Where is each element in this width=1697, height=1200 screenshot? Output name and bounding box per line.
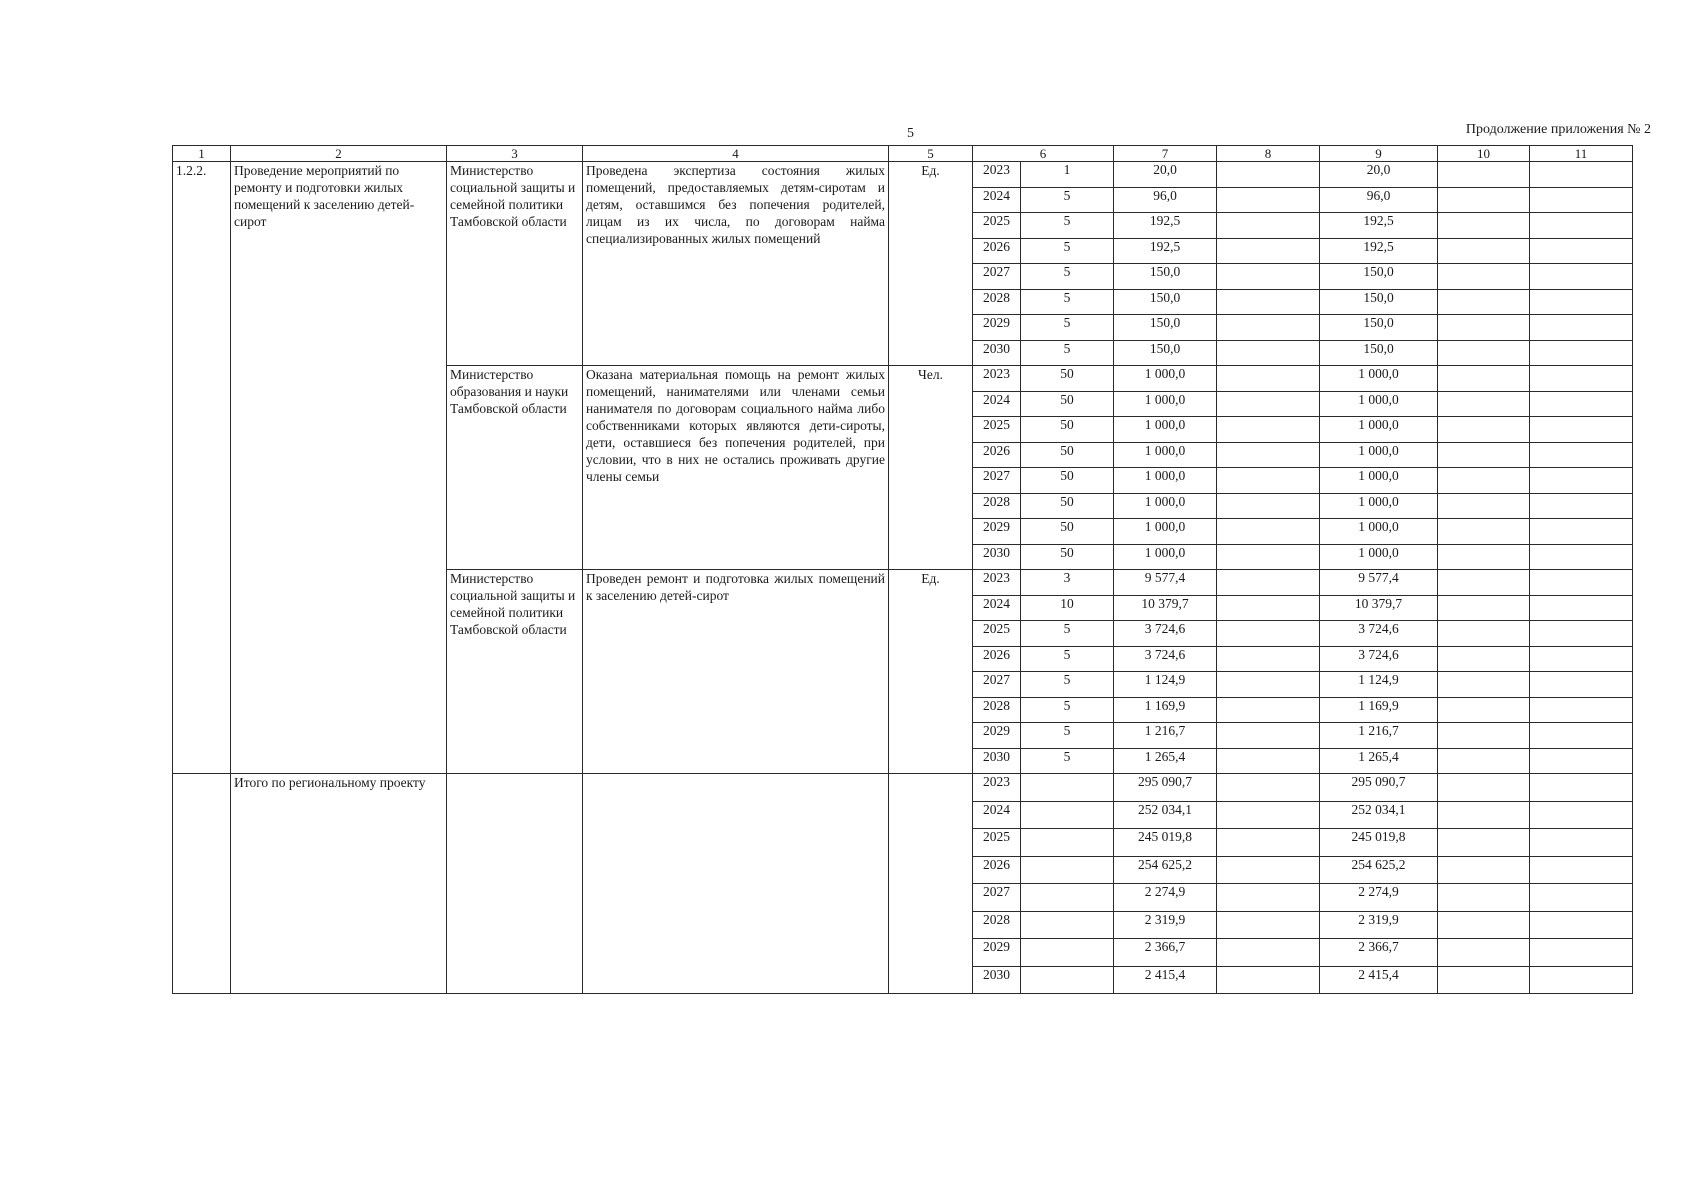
total-cell: 1 216,7	[1114, 723, 1217, 749]
quantity-cell: 1	[1021, 162, 1114, 188]
col8-cell	[1217, 187, 1320, 213]
header-col-6: 6	[973, 146, 1114, 162]
col10-cell	[1438, 442, 1530, 468]
total-cell: 2 366,7	[1114, 939, 1217, 967]
col8-cell	[1217, 519, 1320, 545]
quantity-cell	[1021, 966, 1114, 994]
quantity-cell: 5	[1021, 289, 1114, 315]
total-cell: 150,0	[1114, 289, 1217, 315]
col10-cell	[1438, 829, 1530, 857]
totals-executor-cell	[447, 774, 583, 994]
col8-cell	[1217, 570, 1320, 596]
header-col-3: 3	[447, 146, 583, 162]
quantity-cell: 50	[1021, 519, 1114, 545]
col10-cell	[1438, 417, 1530, 443]
quantity-cell: 50	[1021, 442, 1114, 468]
total-cell: 1 000,0	[1114, 544, 1217, 570]
total-cell: 245 019,8	[1114, 829, 1217, 857]
col10-cell	[1438, 213, 1530, 239]
year-cell: 2026	[973, 238, 1021, 264]
result-cell: Проведена экспертиза состояния жилых помещений, предоставляемых детям-сиротам и детям, оставшимся без попечения родителей, лицам из их числа, по договорам найма специализированных жилых помещений	[583, 162, 889, 366]
col11-cell	[1530, 884, 1633, 912]
col10-cell	[1438, 340, 1530, 366]
col8-cell	[1217, 856, 1320, 884]
col11-cell	[1530, 621, 1633, 647]
total-cell: 2 274,9	[1114, 884, 1217, 912]
col8-cell	[1217, 829, 1320, 857]
totals-result-cell	[583, 774, 889, 994]
quantity-cell	[1021, 774, 1114, 802]
col11-cell	[1530, 340, 1633, 366]
col9-cell: 3 724,6	[1320, 646, 1438, 672]
col10-cell	[1438, 966, 1530, 994]
col8-cell	[1217, 366, 1320, 392]
year-cell: 2027	[973, 468, 1021, 494]
unit-cell: Чел.	[889, 366, 973, 570]
header-col-9: 9	[1320, 146, 1438, 162]
col8-cell	[1217, 884, 1320, 912]
col9-cell: 1 000,0	[1320, 366, 1438, 392]
col11-cell	[1530, 213, 1633, 239]
total-cell: 1 000,0	[1114, 468, 1217, 494]
year-cell: 2024	[973, 801, 1021, 829]
quantity-cell: 5	[1021, 264, 1114, 290]
col8-cell	[1217, 723, 1320, 749]
quantity-cell: 5	[1021, 213, 1114, 239]
col9-cell: 1 000,0	[1320, 468, 1438, 494]
col11-cell	[1530, 801, 1633, 829]
total-cell: 192,5	[1114, 213, 1217, 239]
col9-cell: 20,0	[1320, 162, 1438, 188]
col9-cell: 2 319,9	[1320, 911, 1438, 939]
total-cell: 2 319,9	[1114, 911, 1217, 939]
total-cell: 295 090,7	[1114, 774, 1217, 802]
total-cell: 1 169,9	[1114, 697, 1217, 723]
col9-cell: 1 169,9	[1320, 697, 1438, 723]
header-col-10: 10	[1438, 146, 1530, 162]
col8-cell	[1217, 939, 1320, 967]
col11-cell	[1530, 748, 1633, 774]
year-cell: 2025	[973, 417, 1021, 443]
year-cell: 2027	[973, 264, 1021, 290]
col9-cell: 9 577,4	[1320, 570, 1438, 596]
col11-cell	[1530, 697, 1633, 723]
quantity-cell	[1021, 911, 1114, 939]
year-cell: 2023	[973, 162, 1021, 188]
header-col-7: 7	[1114, 146, 1217, 162]
year-cell: 2028	[973, 289, 1021, 315]
executor-cell: Министерство образования и науки Тамбовской области	[447, 366, 583, 570]
col9-cell: 96,0	[1320, 187, 1438, 213]
col11-cell	[1530, 391, 1633, 417]
year-cell: 2025	[973, 213, 1021, 239]
year-cell: 2028	[973, 493, 1021, 519]
year-cell: 2029	[973, 723, 1021, 749]
page-number: 5	[907, 126, 914, 141]
header-col-1: 1	[173, 146, 231, 162]
total-cell: 1 000,0	[1114, 493, 1217, 519]
col10-cell	[1438, 162, 1530, 188]
quantity-cell: 5	[1021, 187, 1114, 213]
col8-cell	[1217, 315, 1320, 341]
total-cell: 192,5	[1114, 238, 1217, 264]
header-row	[173, 146, 1633, 162]
year-cell: 2030	[973, 544, 1021, 570]
totals-label: Итого по региональному проекту	[231, 774, 447, 994]
quantity-cell: 50	[1021, 493, 1114, 519]
total-cell: 150,0	[1114, 264, 1217, 290]
col10-cell	[1438, 856, 1530, 884]
total-cell: 2 415,4	[1114, 966, 1217, 994]
total-cell: 9 577,4	[1114, 570, 1217, 596]
quantity-cell: 10	[1021, 595, 1114, 621]
totals-unit-cell	[889, 774, 973, 994]
col11-cell	[1530, 829, 1633, 857]
header-col-11: 11	[1530, 146, 1633, 162]
col8-cell	[1217, 289, 1320, 315]
total-cell: 150,0	[1114, 315, 1217, 341]
col11-cell	[1530, 595, 1633, 621]
executor-cell: Министерство социальной защиты и семейной политики Тамбовской области	[447, 162, 583, 366]
col10-cell	[1438, 519, 1530, 545]
total-cell: 1 000,0	[1114, 366, 1217, 392]
item-name: Проведение мероприятий по ремонту и подготовки жилых помещений к заселению детей-сирот	[231, 162, 447, 774]
total-cell: 1 000,0	[1114, 417, 1217, 443]
col8-cell	[1217, 774, 1320, 802]
col8-cell	[1217, 340, 1320, 366]
total-cell: 1 000,0	[1114, 391, 1217, 417]
total-cell: 1 124,9	[1114, 672, 1217, 698]
year-cell: 2026	[973, 442, 1021, 468]
col8-cell	[1217, 672, 1320, 698]
col8-cell	[1217, 748, 1320, 774]
col11-cell	[1530, 774, 1633, 802]
col11-cell	[1530, 966, 1633, 994]
year-cell: 2023	[973, 774, 1021, 802]
col8-cell	[1217, 595, 1320, 621]
col10-cell	[1438, 468, 1530, 494]
total-cell: 10 379,7	[1114, 595, 1217, 621]
col10-cell	[1438, 621, 1530, 647]
total-cell: 254 625,2	[1114, 856, 1217, 884]
header-col-2: 2	[231, 146, 447, 162]
col8-cell	[1217, 493, 1320, 519]
header-col-4: 4	[583, 146, 889, 162]
col9-cell: 1 216,7	[1320, 723, 1438, 749]
header-col-8: 8	[1217, 146, 1320, 162]
year-cell: 2026	[973, 856, 1021, 884]
col9-cell: 1 000,0	[1320, 442, 1438, 468]
year-cell: 2029	[973, 939, 1021, 967]
col10-cell	[1438, 672, 1530, 698]
col10-cell	[1438, 544, 1530, 570]
quantity-cell: 50	[1021, 468, 1114, 494]
col11-cell	[1530, 856, 1633, 884]
col11-cell	[1530, 544, 1633, 570]
total-cell: 3 724,6	[1114, 621, 1217, 647]
item-number: 1.2.2.	[173, 162, 231, 774]
col9-cell: 2 415,4	[1320, 966, 1438, 994]
col11-cell	[1530, 939, 1633, 967]
year-cell: 2030	[973, 340, 1021, 366]
quantity-cell: 5	[1021, 723, 1114, 749]
col9-cell: 2 366,7	[1320, 939, 1438, 967]
quantity-cell: 50	[1021, 391, 1114, 417]
quantity-cell: 5	[1021, 238, 1114, 264]
table-body	[173, 162, 1633, 994]
col8-cell	[1217, 801, 1320, 829]
col10-cell	[1438, 315, 1530, 341]
col10-cell	[1438, 238, 1530, 264]
col10-cell	[1438, 939, 1530, 967]
col10-cell	[1438, 911, 1530, 939]
col11-cell	[1530, 187, 1633, 213]
col10-cell	[1438, 570, 1530, 596]
col9-cell: 1 000,0	[1320, 544, 1438, 570]
col9-cell: 1 000,0	[1320, 493, 1438, 519]
col10-cell	[1438, 264, 1530, 290]
col8-cell	[1217, 646, 1320, 672]
quantity-cell: 50	[1021, 417, 1114, 443]
year-cell: 2026	[973, 646, 1021, 672]
col9-cell: 252 034,1	[1320, 801, 1438, 829]
col10-cell	[1438, 595, 1530, 621]
col11-cell	[1530, 289, 1633, 315]
col10-cell	[1438, 391, 1530, 417]
quantity-cell: 5	[1021, 697, 1114, 723]
total-cell: 96,0	[1114, 187, 1217, 213]
col9-cell: 192,5	[1320, 213, 1438, 239]
col9-cell: 1 000,0	[1320, 391, 1438, 417]
quantity-cell: 5	[1021, 315, 1114, 341]
col11-cell	[1530, 723, 1633, 749]
col10-cell	[1438, 289, 1530, 315]
table-row	[173, 162, 1633, 188]
quantity-cell	[1021, 939, 1114, 967]
year-cell: 2029	[973, 519, 1021, 545]
quantity-cell: 5	[1021, 621, 1114, 647]
col9-cell: 1 265,4	[1320, 748, 1438, 774]
col10-cell	[1438, 646, 1530, 672]
col11-cell	[1530, 493, 1633, 519]
col8-cell	[1217, 417, 1320, 443]
col9-cell: 150,0	[1320, 289, 1438, 315]
col8-cell	[1217, 442, 1320, 468]
col9-cell: 150,0	[1320, 340, 1438, 366]
col9-cell: 1 000,0	[1320, 519, 1438, 545]
col8-cell	[1217, 468, 1320, 494]
col9-cell: 150,0	[1320, 315, 1438, 341]
col10-cell	[1438, 366, 1530, 392]
col8-cell	[1217, 264, 1320, 290]
total-cell: 252 034,1	[1114, 801, 1217, 829]
col9-cell: 1 124,9	[1320, 672, 1438, 698]
program-table	[172, 145, 1633, 994]
quantity-cell: 5	[1021, 672, 1114, 698]
col10-cell	[1438, 493, 1530, 519]
total-row	[173, 774, 1633, 802]
year-cell: 2028	[973, 911, 1021, 939]
quantity-cell: 3	[1021, 570, 1114, 596]
executor-cell: Министерство социальной защиты и семейной политики Тамбовской области	[447, 570, 583, 774]
quantity-cell: 5	[1021, 748, 1114, 774]
col8-cell	[1217, 621, 1320, 647]
col9-cell: 150,0	[1320, 264, 1438, 290]
header-col-5: 5	[889, 146, 973, 162]
col8-cell	[1217, 162, 1320, 188]
col8-cell	[1217, 391, 1320, 417]
col9-cell: 3 724,6	[1320, 621, 1438, 647]
col10-cell	[1438, 697, 1530, 723]
col11-cell	[1530, 468, 1633, 494]
quantity-cell	[1021, 856, 1114, 884]
year-cell: 2027	[973, 884, 1021, 912]
col11-cell	[1530, 646, 1633, 672]
quantity-cell: 5	[1021, 646, 1114, 672]
col9-cell: 295 090,7	[1320, 774, 1438, 802]
year-cell: 2028	[973, 697, 1021, 723]
unit-cell: Ед.	[889, 570, 973, 774]
total-cell: 1 000,0	[1114, 442, 1217, 468]
totals-number-cell	[173, 774, 231, 994]
year-cell: 2030	[973, 748, 1021, 774]
col9-cell: 254 625,2	[1320, 856, 1438, 884]
quantity-cell: 50	[1021, 544, 1114, 570]
col11-cell	[1530, 911, 1633, 939]
year-cell: 2025	[973, 621, 1021, 647]
quantity-cell: 5	[1021, 340, 1114, 366]
result-cell: Оказана материальная помощь на ремонт жилых помещений, нанимателями или членами семьи нанимателя по договорам социального найма либо собственниками которых являются дети-сироты, дети, оставшиеся без попечения родителей, при условии, что в них не остались проживать другие члены семьи	[583, 366, 889, 570]
year-cell: 2030	[973, 966, 1021, 994]
year-cell: 2027	[973, 672, 1021, 698]
total-cell: 20,0	[1114, 162, 1217, 188]
col11-cell	[1530, 417, 1633, 443]
unit-cell: Ед.	[889, 162, 973, 366]
year-cell: 2024	[973, 595, 1021, 621]
result-cell: Проведен ремонт и подготовка жилых помещений к заселению детей-сирот	[583, 570, 889, 774]
col11-cell	[1530, 162, 1633, 188]
col9-cell: 2 274,9	[1320, 884, 1438, 912]
col8-cell	[1217, 911, 1320, 939]
col8-cell	[1217, 697, 1320, 723]
total-cell: 1 265,4	[1114, 748, 1217, 774]
col11-cell	[1530, 519, 1633, 545]
col11-cell	[1530, 672, 1633, 698]
total-cell: 1 000,0	[1114, 519, 1217, 545]
year-cell: 2023	[973, 366, 1021, 392]
col10-cell	[1438, 187, 1530, 213]
col11-cell	[1530, 442, 1633, 468]
quantity-cell	[1021, 801, 1114, 829]
col9-cell: 245 019,8	[1320, 829, 1438, 857]
year-cell: 2029	[973, 315, 1021, 341]
col11-cell	[1530, 264, 1633, 290]
col8-cell	[1217, 966, 1320, 994]
col11-cell	[1530, 238, 1633, 264]
year-cell: 2024	[973, 187, 1021, 213]
col11-cell	[1530, 570, 1633, 596]
col9-cell: 1 000,0	[1320, 417, 1438, 443]
col10-cell	[1438, 723, 1530, 749]
col8-cell	[1217, 238, 1320, 264]
col8-cell	[1217, 544, 1320, 570]
col11-cell	[1530, 366, 1633, 392]
year-cell: 2023	[973, 570, 1021, 596]
col10-cell	[1438, 774, 1530, 802]
col10-cell	[1438, 884, 1530, 912]
year-cell: 2024	[973, 391, 1021, 417]
col10-cell	[1438, 801, 1530, 829]
total-cell: 3 724,6	[1114, 646, 1217, 672]
col11-cell	[1530, 315, 1633, 341]
col10-cell	[1438, 748, 1530, 774]
quantity-cell: 50	[1021, 366, 1114, 392]
col9-cell: 192,5	[1320, 238, 1438, 264]
continuation-note: Продолжение приложения № 2	[1465, 122, 1651, 137]
col8-cell	[1217, 213, 1320, 239]
quantity-cell	[1021, 884, 1114, 912]
col9-cell: 10 379,7	[1320, 595, 1438, 621]
year-cell: 2025	[973, 829, 1021, 857]
quantity-cell	[1021, 829, 1114, 857]
total-cell: 150,0	[1114, 340, 1217, 366]
